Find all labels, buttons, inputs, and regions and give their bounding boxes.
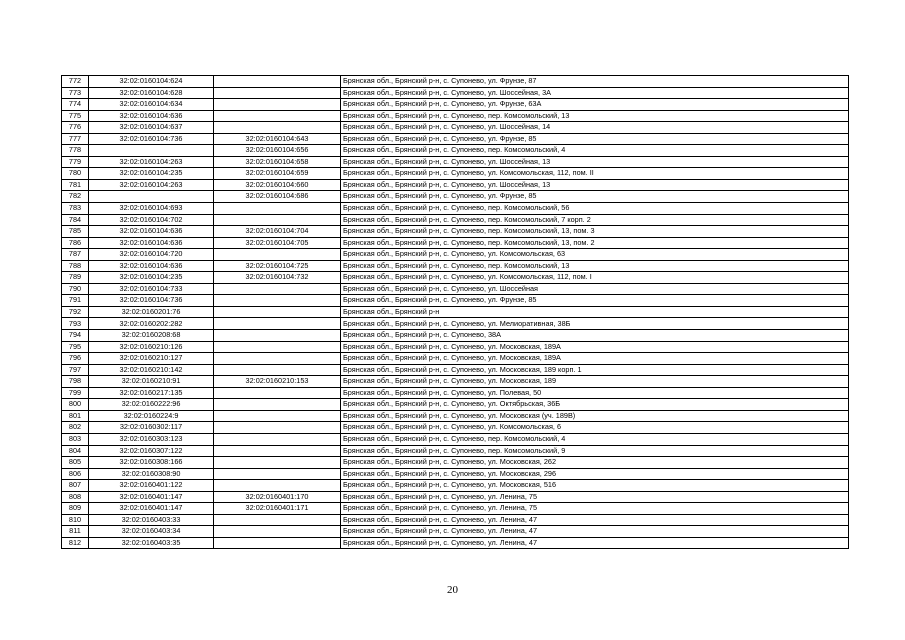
row-number-cell: 811	[62, 526, 89, 538]
related-cadastral-number-cell	[214, 364, 341, 376]
row-number-cell: 787	[62, 249, 89, 261]
row-number-cell: 809	[62, 503, 89, 515]
row-number-cell: 773	[62, 87, 89, 99]
cadastral-number-cell: 32:02:0160202:282	[89, 318, 214, 330]
address-cell: Брянская обл., Брянский р-н, с. Супонево, ул. Шоссейная, 14	[341, 122, 849, 134]
table-row	[62, 341, 849, 353]
row-number-cell: 804	[62, 445, 89, 457]
cadastral-number-cell: 32:02:0160201:76	[89, 306, 214, 318]
related-cadastral-number-cell	[214, 468, 341, 480]
related-cadastral-number-cell	[214, 122, 341, 134]
table-row	[62, 260, 849, 272]
row-number-cell: 810	[62, 514, 89, 526]
row-number-cell: 785	[62, 226, 89, 238]
address-cell: Брянская обл., Брянский р-н, с. Супонево, ул. Фрунзе, 87	[341, 76, 849, 88]
related-cadastral-number-cell: 32:02:0160104:705	[214, 237, 341, 249]
cadastral-number-cell: 32:02:0160104:634	[89, 99, 214, 111]
cadastral-number-cell: 32:02:0160104:628	[89, 87, 214, 99]
related-cadastral-number-cell	[214, 433, 341, 445]
row-number-cell: 791	[62, 295, 89, 307]
related-cadastral-number-cell	[214, 537, 341, 549]
cadastral-number-cell: 32:02:0160210:142	[89, 364, 214, 376]
row-number-cell: 789	[62, 272, 89, 284]
row-number-cell: 781	[62, 179, 89, 191]
table-row	[62, 526, 849, 538]
row-number-cell: 799	[62, 387, 89, 399]
cadastral-number-cell: 32:02:0160104:736	[89, 295, 214, 307]
cadastral-number-cell: 32:02:0160217:135	[89, 387, 214, 399]
address-cell: Брянская обл., Брянский р-н, с. Супонево, ул. Московская, 296	[341, 468, 849, 480]
address-cell: Брянская обл., Брянский р-н, с. Супонево, пер. Комсомольский, 9	[341, 445, 849, 457]
table-row	[62, 537, 849, 549]
address-cell: Брянская обл., Брянский р-н, с. Супонево, ул. Фрунзе, 63А	[341, 99, 849, 111]
cadastral-number-cell: 32:02:0160401:122	[89, 480, 214, 492]
row-number-cell: 807	[62, 480, 89, 492]
related-cadastral-number-cell	[214, 514, 341, 526]
related-cadastral-number-cell	[214, 330, 341, 342]
row-number-cell: 812	[62, 537, 89, 549]
row-number-cell: 795	[62, 341, 89, 353]
related-cadastral-number-cell	[214, 457, 341, 469]
row-number-cell: 775	[62, 110, 89, 122]
table-row	[62, 387, 849, 399]
cadastral-number-cell: 32:02:0160104:637	[89, 122, 214, 134]
related-cadastral-number-cell: 32:02:0160401:170	[214, 491, 341, 503]
cadastral-number-cell: 32:02:0160403:34	[89, 526, 214, 538]
cadastral-number-cell: 32:02:0160104:693	[89, 203, 214, 215]
table-row	[62, 318, 849, 330]
cadastral-number-cell: 32:02:0160104:263	[89, 179, 214, 191]
address-cell: Брянская обл., Брянский р-н, с. Супонево, ул. Комсомольская, 63	[341, 249, 849, 261]
row-number-cell: 800	[62, 399, 89, 411]
table-row	[62, 168, 849, 180]
table-row	[62, 203, 849, 215]
related-cadastral-number-cell: 32:02:0160104:686	[214, 191, 341, 203]
table-row	[62, 249, 849, 261]
table-row	[62, 214, 849, 226]
row-number-cell: 803	[62, 433, 89, 445]
table-row	[62, 330, 849, 342]
address-cell: Брянская обл., Брянский р-н, с. Супонево, ул. Комсомольская, 112, пом. I	[341, 272, 849, 284]
address-cell: Брянская обл., Брянский р-н, с. Супонево, ул. Комсомольская, 112, пом. II	[341, 168, 849, 180]
table-row	[62, 364, 849, 376]
related-cadastral-number-cell	[214, 110, 341, 122]
address-cell: Брянская обл., Брянский р-н, с. Супонево, 38А	[341, 330, 849, 342]
table-row	[62, 433, 849, 445]
table-row	[62, 179, 849, 191]
address-cell: Брянская обл., Брянский р-н, с. Супонево, ул. Шоссейная, 13	[341, 156, 849, 168]
related-cadastral-number-cell	[214, 76, 341, 88]
row-number-cell: 788	[62, 260, 89, 272]
table-row	[62, 410, 849, 422]
related-cadastral-number-cell: 32:02:0160104:656	[214, 145, 341, 157]
row-number-cell: 793	[62, 318, 89, 330]
related-cadastral-number-cell: 32:02:0160104:660	[214, 179, 341, 191]
table-row	[62, 422, 849, 434]
table-row	[62, 145, 849, 157]
cadastral-number-cell: 32:02:0160104:636	[89, 260, 214, 272]
table-row	[62, 445, 849, 457]
address-cell: Брянская обл., Брянский р-н	[341, 306, 849, 318]
address-cell: Брянская обл., Брянский р-н, с. Супонево, пер. Комсомольский, 56	[341, 203, 849, 215]
table-row	[62, 191, 849, 203]
cadastral-number-cell: 32:02:0160308:166	[89, 457, 214, 469]
row-number-cell: 786	[62, 237, 89, 249]
related-cadastral-number-cell: 32:02:0160104:659	[214, 168, 341, 180]
table-row	[62, 87, 849, 99]
address-cell: Брянская обл., Брянский р-н, с. Супонево, ул. Московская, 189 корп. 1	[341, 364, 849, 376]
related-cadastral-number-cell	[214, 318, 341, 330]
related-cadastral-number-cell	[214, 87, 341, 99]
table-row	[62, 226, 849, 238]
address-cell: Брянская обл., Брянский р-н, с. Супонево, ул. Московская, 262	[341, 457, 849, 469]
related-cadastral-number-cell	[214, 445, 341, 457]
property-registry-table	[61, 75, 849, 549]
row-number-cell: 798	[62, 376, 89, 388]
row-number-cell: 794	[62, 330, 89, 342]
row-number-cell: 777	[62, 133, 89, 145]
cadastral-number-cell	[89, 191, 214, 203]
row-number-cell: 797	[62, 364, 89, 376]
table-row	[62, 237, 849, 249]
address-cell: Брянская обл., Брянский р-н, с. Супонево, ул. Ленина, 47	[341, 514, 849, 526]
row-number-cell: 783	[62, 203, 89, 215]
address-cell: Брянская обл., Брянский р-н, с. Супонево, пер. Комсомольский, 13, пом. 3	[341, 226, 849, 238]
related-cadastral-number-cell: 32:02:0160401:171	[214, 503, 341, 515]
table-row	[62, 156, 849, 168]
address-cell: Брянская обл., Брянский р-н, с. Супонево, ул. Ленина, 75	[341, 503, 849, 515]
related-cadastral-number-cell	[214, 306, 341, 318]
row-number-cell: 808	[62, 491, 89, 503]
address-cell: Брянская обл., Брянский р-н, с. Супонево, ул. Фрунзе, 85	[341, 133, 849, 145]
address-cell: Брянская обл., Брянский р-н, с. Супонево, ул. Фрунзе, 85	[341, 191, 849, 203]
cadastral-number-cell: 32:02:0160104:733	[89, 283, 214, 295]
table-row	[62, 272, 849, 284]
address-cell: Брянская обл., Брянский р-н, с. Супонево, ул. Московская, 189	[341, 376, 849, 388]
related-cadastral-number-cell: 32:02:0160210:153	[214, 376, 341, 388]
related-cadastral-number-cell	[214, 410, 341, 422]
related-cadastral-number-cell	[214, 295, 341, 307]
address-cell: Брянская обл., Брянский р-н, с. Супонево, пер. Комсомольский, 13	[341, 110, 849, 122]
related-cadastral-number-cell: 32:02:0160104:725	[214, 260, 341, 272]
table-row	[62, 353, 849, 365]
table-row	[62, 491, 849, 503]
address-cell: Брянская обл., Брянский р-н, с. Супонево, ул. Московская, 516	[341, 480, 849, 492]
related-cadastral-number-cell	[214, 283, 341, 295]
cadastral-number-cell: 32:02:0160308:90	[89, 468, 214, 480]
row-number-cell: 805	[62, 457, 89, 469]
cadastral-number-cell: 32:02:0160104:636	[89, 226, 214, 238]
related-cadastral-number-cell	[214, 480, 341, 492]
address-cell: Брянская обл., Брянский р-н, с. Супонево, ул. Фрунзе, 85	[341, 295, 849, 307]
address-cell: Брянская обл., Брянский р-н, с. Супонево, пер. Комсомольский, 4	[341, 433, 849, 445]
address-cell: Брянская обл., Брянский р-н, с. Супонево, ул. Ленина, 47	[341, 537, 849, 549]
cadastral-number-cell: 32:02:0160104:263	[89, 156, 214, 168]
address-cell: Брянская обл., Брянский р-н, с. Супонево, ул. Шоссейная	[341, 283, 849, 295]
address-cell: Брянская обл., Брянский р-н, с. Супонево, ул. Комсомольская, 6	[341, 422, 849, 434]
table-row	[62, 99, 849, 111]
row-number-cell: 801	[62, 410, 89, 422]
related-cadastral-number-cell	[214, 526, 341, 538]
table-row	[62, 480, 849, 492]
table-row	[62, 122, 849, 134]
row-number-cell: 780	[62, 168, 89, 180]
cadastral-number-cell: 32:02:0160210:126	[89, 341, 214, 353]
related-cadastral-number-cell	[214, 214, 341, 226]
address-cell: Брянская обл., Брянский р-н, с. Супонево, ул. Московская (уч. 189В)	[341, 410, 849, 422]
related-cadastral-number-cell	[214, 353, 341, 365]
related-cadastral-number-cell	[214, 387, 341, 399]
cadastral-number-cell: 32:02:0160104:235	[89, 272, 214, 284]
table-row	[62, 514, 849, 526]
cadastral-number-cell: 32:02:0160104:736	[89, 133, 214, 145]
related-cadastral-number-cell: 32:02:0160104:704	[214, 226, 341, 238]
table-row	[62, 503, 849, 515]
related-cadastral-number-cell	[214, 99, 341, 111]
cadastral-number-cell	[89, 145, 214, 157]
address-cell: Брянская обл., Брянский р-н, с. Супонево, ул. Октябрьская, 36Б	[341, 399, 849, 411]
table-row	[62, 306, 849, 318]
address-cell: Брянская обл., Брянский р-н, с. Супонево, пер. Комсомольский, 4	[341, 145, 849, 157]
cadastral-number-cell: 32:02:0160210:127	[89, 353, 214, 365]
related-cadastral-number-cell: 32:02:0160104:658	[214, 156, 341, 168]
row-number-cell: 796	[62, 353, 89, 365]
address-cell: Брянская обл., Брянский р-н, с. Супонево, ул. Московская, 189А	[341, 341, 849, 353]
row-number-cell: 802	[62, 422, 89, 434]
related-cadastral-number-cell	[214, 203, 341, 215]
address-cell: Брянская обл., Брянский р-н, с. Супонево, ул. Мелиоративная, 38Б	[341, 318, 849, 330]
table-row	[62, 399, 849, 411]
address-cell: Брянская обл., Брянский р-н, с. Супонево, ул. Полевая, 50	[341, 387, 849, 399]
cadastral-number-cell: 32:02:0160104:235	[89, 168, 214, 180]
cadastral-number-cell: 32:02:0160104:624	[89, 76, 214, 88]
row-number-cell: 790	[62, 283, 89, 295]
related-cadastral-number-cell	[214, 341, 341, 353]
related-cadastral-number-cell: 32:02:0160104:732	[214, 272, 341, 284]
table-body	[62, 76, 849, 549]
row-number-cell: 776	[62, 122, 89, 134]
row-number-cell: 784	[62, 214, 89, 226]
cadastral-number-cell: 32:02:0160403:35	[89, 537, 214, 549]
address-cell: Брянская обл., Брянский р-н, с. Супонево, ул. Шоссейная, 3А	[341, 87, 849, 99]
cadastral-number-cell: 32:02:0160222:96	[89, 399, 214, 411]
cadastral-number-cell: 32:02:0160307:122	[89, 445, 214, 457]
cadastral-number-cell: 32:02:0160403:33	[89, 514, 214, 526]
related-cadastral-number-cell: 32:02:0160104:643	[214, 133, 341, 145]
table-row	[62, 110, 849, 122]
row-number-cell: 782	[62, 191, 89, 203]
cadastral-number-cell: 32:02:0160303:123	[89, 433, 214, 445]
row-number-cell: 792	[62, 306, 89, 318]
address-cell: Брянская обл., Брянский р-н, с. Супонево, ул. Шоссейная, 13	[341, 179, 849, 191]
table-row	[62, 376, 849, 388]
related-cadastral-number-cell	[214, 399, 341, 411]
cadastral-number-cell: 32:02:0160104:702	[89, 214, 214, 226]
cadastral-number-cell: 32:02:0160104:636	[89, 110, 214, 122]
cadastral-number-cell: 32:02:0160104:720	[89, 249, 214, 261]
row-number-cell: 772	[62, 76, 89, 88]
row-number-cell: 778	[62, 145, 89, 157]
cadastral-number-cell: 32:02:0160104:636	[89, 237, 214, 249]
related-cadastral-number-cell	[214, 249, 341, 261]
row-number-cell: 779	[62, 156, 89, 168]
row-number-cell: 806	[62, 468, 89, 480]
table-row	[62, 283, 849, 295]
row-number-cell: 774	[62, 99, 89, 111]
table-row	[62, 295, 849, 307]
cadastral-number-cell: 32:02:0160302:117	[89, 422, 214, 434]
address-cell: Брянская обл., Брянский р-н, с. Супонево, пер. Комсомольский, 13, пом. 2	[341, 237, 849, 249]
cadastral-number-cell: 32:02:0160208:68	[89, 330, 214, 342]
cadastral-number-cell: 32:02:0160401:147	[89, 491, 214, 503]
related-cadastral-number-cell	[214, 422, 341, 434]
table-row	[62, 468, 849, 480]
cadastral-number-cell: 32:02:0160401:147	[89, 503, 214, 515]
page-number: 20	[447, 584, 458, 596]
cadastral-number-cell: 32:02:0160210:91	[89, 376, 214, 388]
table-row	[62, 457, 849, 469]
cadastral-number-cell: 32:02:0160224:9	[89, 410, 214, 422]
table-row	[62, 133, 849, 145]
address-cell: Брянская обл., Брянский р-н, с. Супонево, ул. Ленина, 75	[341, 491, 849, 503]
address-cell: Брянская обл., Брянский р-н, с. Супонево, пер. Комсомольский, 13	[341, 260, 849, 272]
address-cell: Брянская обл., Брянский р-н, с. Супонево, пер. Комсомольский, 7 корп. 2	[341, 214, 849, 226]
table-row	[62, 76, 849, 88]
address-cell: Брянская обл., Брянский р-н, с. Супонево, ул. Московская, 189А	[341, 353, 849, 365]
address-cell: Брянская обл., Брянский р-н, с. Супонево, ул. Ленина, 47	[341, 526, 849, 538]
